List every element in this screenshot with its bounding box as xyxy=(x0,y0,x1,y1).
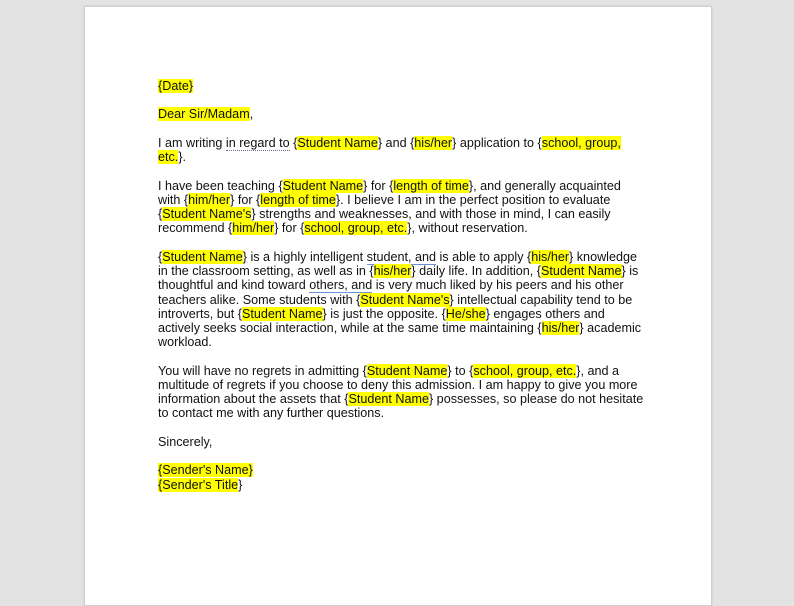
sender-name-line xyxy=(158,463,644,477)
date-line xyxy=(158,79,644,93)
paragraph-4: You will have no regrets in admitting {Student Name} to {school, group, etc.}, and a multitude of regrets if you choose to deny this admission. I am happy to give you more information about the assets that {Student Name} possesses, so please do not hesitate to contact me with any further questions. xyxy=(158,363,644,421)
student-name-placeholder: Student Name xyxy=(348,392,429,407)
salutation-line: Dear Sir/Madam, xyxy=(158,107,254,122)
letter-body[interactable] xyxy=(158,79,644,492)
school-placeholder: school, group, etc. xyxy=(473,363,577,378)
school-placeholder: school, group, etc. xyxy=(304,221,408,236)
pronoun-placeholder: his/her xyxy=(531,249,570,264)
student-name-placeholder: Student Name xyxy=(540,264,622,278)
length-of-time-placeholder: length of time xyxy=(393,178,469,193)
pronoun-placeholder: He/she xyxy=(445,306,486,321)
student-name-placeholder: Student Name xyxy=(282,178,364,193)
pronoun-placeholder: his/her xyxy=(541,321,580,335)
pronoun-placeholder: him/her xyxy=(232,221,275,236)
grammar-suggestion[interactable]: in regard to xyxy=(225,135,290,150)
document-page[interactable] xyxy=(84,6,712,606)
sender-name-placeholder: {Sender's Name} xyxy=(158,463,253,478)
student-name-possessive-placeholder: Student Name's xyxy=(360,292,450,307)
date-placeholder: {Date} xyxy=(158,79,194,93)
paragraph-1: I am writing in regard to {Student Name} and {his/her} application to {school, group, etc.}. xyxy=(158,135,621,165)
sender-title-placeholder: {Sender's Title xyxy=(158,477,239,492)
student-name-placeholder: Student Name xyxy=(242,306,323,321)
pronoun-placeholder: him/her xyxy=(188,192,231,207)
length-of-time-placeholder: length of time xyxy=(260,192,336,207)
paragraph-3: {Student Name} is a highly intelligent student, and is able to apply {his/her} knowledge in the classroom setting, as well as in {his/her} daily life. In addition, {Student Name} is thoughtful and kind toward others, and is very much liked by his peers and his other teachers alike. Some students with {Student Name's} intellectual capability tend to be introverts, but {Student Name} is just the opposite. {He/she} engages others and actively seeks social interaction, while at the same time maintaining {his/her} academic workload. xyxy=(158,249,642,350)
student-name-possessive-placeholder: Student Name's xyxy=(162,207,252,222)
grammar-suggestion[interactable]: others, and xyxy=(309,278,373,293)
paragraph-2: I have been teaching {Student Name} for {length of time}, and generally acquainted with {him/her} for {length of time}. I believe I am in the perfect position to evaluate {Student Name's} strengths and weaknesses, and with those in mind, I can easily recommend {him/her} for {school, group, etc.}, without reservation. xyxy=(158,178,621,236)
student-name-placeholder: Student Name xyxy=(297,135,378,150)
grammar-suggestion[interactable]: student, and xyxy=(366,249,436,264)
salutation: Dear Sir/Madam xyxy=(158,107,250,122)
closing-line: Sincerely, xyxy=(158,434,213,449)
pronoun-placeholder: his/her xyxy=(414,135,453,150)
student-name-placeholder: Student Name xyxy=(162,249,243,264)
school-placeholder: school, group, etc. xyxy=(158,135,621,165)
pronoun-placeholder: his/her xyxy=(373,264,412,278)
student-name-placeholder: Student Name xyxy=(366,363,448,378)
sender-title-line: {Sender's Title} xyxy=(158,477,243,492)
